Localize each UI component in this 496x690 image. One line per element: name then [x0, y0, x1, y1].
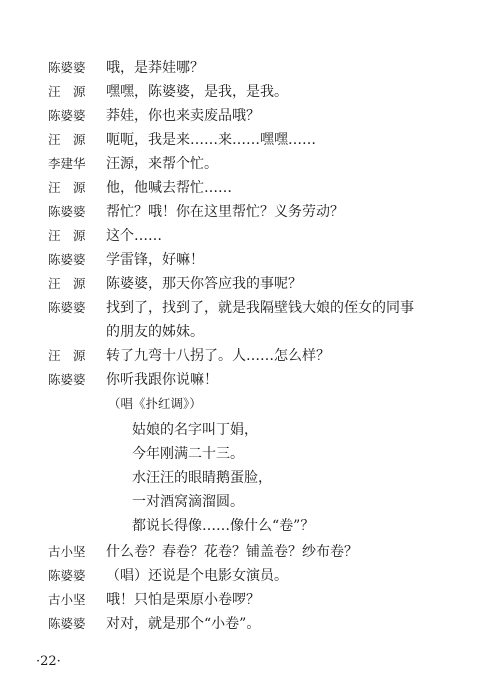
dialogue-line: 莽娃，你也来卖废品哦？	[106, 108, 260, 124]
speaker-name: 古小坚	[48, 544, 86, 559]
dialogue-line: 他，他喊去帮忙……	[106, 180, 232, 196]
dialogue-row	[48, 200, 468, 224]
speaker-name: 汪 源	[48, 348, 86, 363]
speaker-name: 陈婆婆	[48, 60, 86, 75]
speaker-name: 陈婆婆	[48, 252, 86, 267]
dialogue-row	[48, 272, 468, 296]
speaker-name: 汪 源	[48, 84, 86, 99]
verse-line: 一对酒窝滴溜圆。	[132, 494, 244, 510]
verse-line: 姑娘的名字叫丁娟，	[132, 422, 258, 438]
dialogue-row	[48, 176, 468, 200]
dialogue-continuation	[48, 320, 468, 344]
page-number: ·22·	[36, 654, 61, 669]
dialogue-line: 嘿嘿，陈婆婆，是我，是我。	[106, 84, 288, 100]
dialogue-line: 的朋友的姊妹。	[106, 324, 204, 340]
song-tune: （唱《扑红调》）	[108, 396, 202, 411]
dialogue-line: 学雷锋，好嘛！	[106, 252, 204, 268]
speaker-name: 汪 源	[48, 132, 86, 147]
dialogue-row	[48, 612, 468, 636]
verse-line: 今年刚满二十三。	[132, 446, 244, 462]
dialogue-row	[48, 588, 468, 612]
dialogue-line: 转了九弯十八拐了。人……怎么样？	[106, 348, 330, 364]
dialogue-row	[48, 296, 468, 320]
dialogue-line: 呃呃，我是来……来……嘿嘿……	[106, 132, 316, 148]
speaker-name: 汪 源	[48, 276, 86, 291]
dialogue-row	[48, 224, 468, 248]
dialogue-line: 帮忙？哦！你在这里帮忙？义务劳动？	[106, 204, 344, 220]
verse-line: 都说长得像……像什么“卷”？	[132, 518, 315, 534]
dialogue-line: （唱）还说是个电影女演员。	[106, 568, 288, 584]
dialogue-row	[48, 540, 468, 564]
speaker-name: 汪 源	[48, 228, 86, 243]
dialogue-row	[48, 152, 468, 176]
speaker-name: 古小坚	[48, 592, 86, 607]
dialogue-row	[48, 128, 468, 152]
dialogue-line: 对对，就是那个“小卷”。	[106, 616, 261, 632]
verse-line: 水汪汪的眼睛鹅蛋脸，	[132, 470, 272, 486]
dialogue-line: 这个……	[106, 228, 162, 244]
dialogue-line: 哦，是莽娃哪？	[106, 60, 204, 76]
dialogue-line: 陈婆婆，那天你答应我的事呢？	[106, 276, 302, 292]
dialogue-line: 找到了，找到了，就是我隔壁钱大娘的侄女的同事	[106, 300, 414, 316]
dialogue-line: 哦！只怕是栗原小卷啰？	[106, 592, 260, 608]
dialogue-row	[48, 248, 468, 272]
speaker-name: 陈婆婆	[48, 108, 86, 123]
dialogue-line: 什么卷？春卷？花卷？铺盖卷？纱布卷？	[106, 544, 358, 560]
dialogue-row	[48, 104, 468, 128]
dialogue-row	[48, 368, 468, 392]
speaker-name: 李建华	[48, 156, 86, 171]
speaker-name: 陈婆婆	[48, 372, 86, 387]
speaker-name: 陈婆婆	[48, 616, 86, 631]
dialogue-line: 汪源，来帮个忙。	[106, 156, 218, 172]
dialogue-row	[48, 344, 468, 368]
dialogue-row	[48, 56, 468, 80]
speaker-name: 陈婆婆	[48, 300, 86, 315]
speaker-name: 陈婆婆	[48, 568, 86, 583]
speaker-name: 陈婆婆	[48, 204, 86, 219]
dialogue-row	[48, 80, 468, 104]
dialogue-line: 你听我跟你说嘛！	[106, 372, 218, 388]
dialogue-row	[48, 564, 468, 588]
speaker-name: 汪 源	[48, 180, 86, 195]
